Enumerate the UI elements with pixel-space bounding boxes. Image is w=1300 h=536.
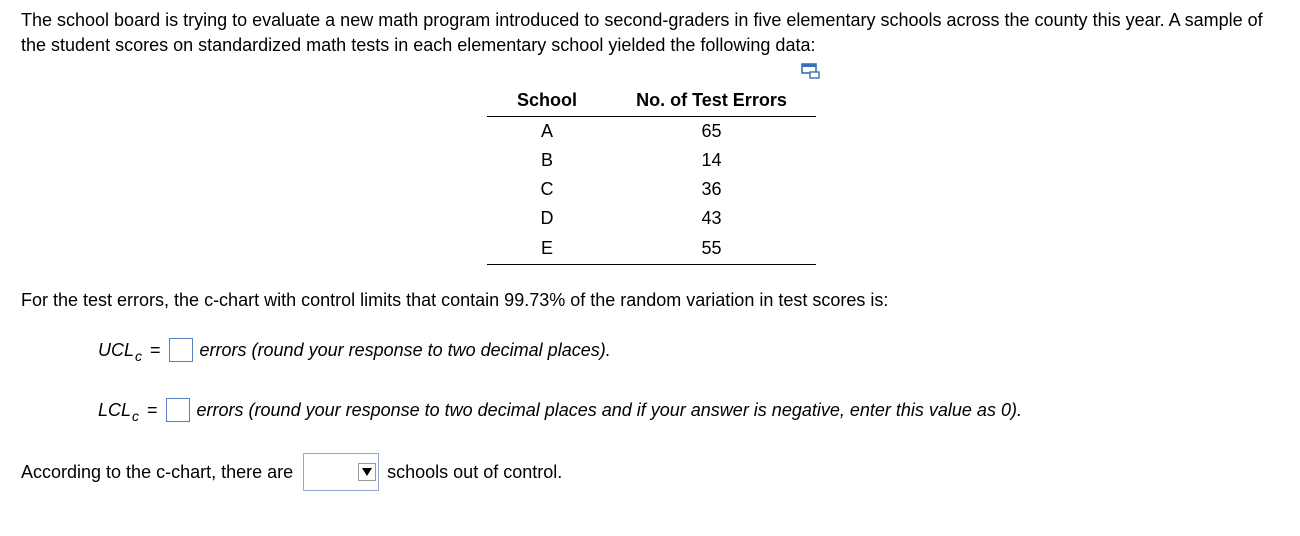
ucl-note: errors (round your response to two decimal places).	[199, 339, 611, 360]
cell-school: C	[540, 179, 554, 199]
cell-errors: 43	[701, 208, 722, 228]
lcl-equals: =	[147, 399, 158, 420]
ucl-input[interactable]	[169, 338, 193, 362]
conclusion-after: schools out of control.	[387, 461, 563, 482]
cell-school: E	[487, 233, 607, 265]
table-header-row	[487, 84, 816, 117]
triangle-down-icon[interactable]	[358, 463, 376, 481]
ucl-equals: =	[150, 339, 161, 360]
cell-school: D	[540, 208, 554, 228]
question-text: For the test errors, the c-chart with control limits that contain 99.73% of the random variation in test scores is:	[21, 290, 889, 310]
ucl-label	[98, 339, 143, 364]
lcl-label-text: LCL	[98, 399, 132, 420]
problem-intro: The school board is trying to evaluate a new math program introduced to second-graders in five elementary schools across the county this year. A sample of the student scores on standardized math tests in each elementary school yielded the following data:	[21, 10, 1263, 55]
lcl-row	[98, 398, 1022, 422]
cell-school: B	[540, 150, 553, 170]
cell-school: A	[540, 121, 553, 141]
table-row	[487, 233, 816, 265]
copy-data-icon[interactable]	[800, 62, 822, 80]
cell-errors: 14	[701, 150, 722, 170]
table-row	[487, 117, 816, 147]
lcl-note: errors (round your response to two decimal places and if your answer is negative, enter this value as 0).	[196, 399, 1022, 420]
lcl-input[interactable]	[166, 398, 190, 422]
table-row	[487, 146, 816, 175]
cell-errors: 65	[701, 121, 722, 141]
header-errors: No. of Test Errors	[607, 84, 816, 117]
table-row	[487, 204, 816, 233]
schools-out-of-control-dropdown[interactable]	[303, 453, 379, 491]
cell-errors: 55	[607, 233, 816, 265]
ucl-subscript: c	[135, 347, 143, 364]
lcl-subscript: c	[132, 407, 140, 424]
ucl-label-text: UCL	[98, 339, 135, 360]
table-row	[487, 175, 816, 204]
ucl-row	[98, 338, 611, 362]
conclusion-before: According to the c-chart, there are	[21, 461, 294, 482]
cell-errors: 36	[701, 179, 722, 199]
header-school: School	[487, 84, 607, 117]
conclusion-row	[21, 453, 562, 491]
lcl-label	[98, 399, 140, 424]
data-table	[487, 84, 816, 265]
